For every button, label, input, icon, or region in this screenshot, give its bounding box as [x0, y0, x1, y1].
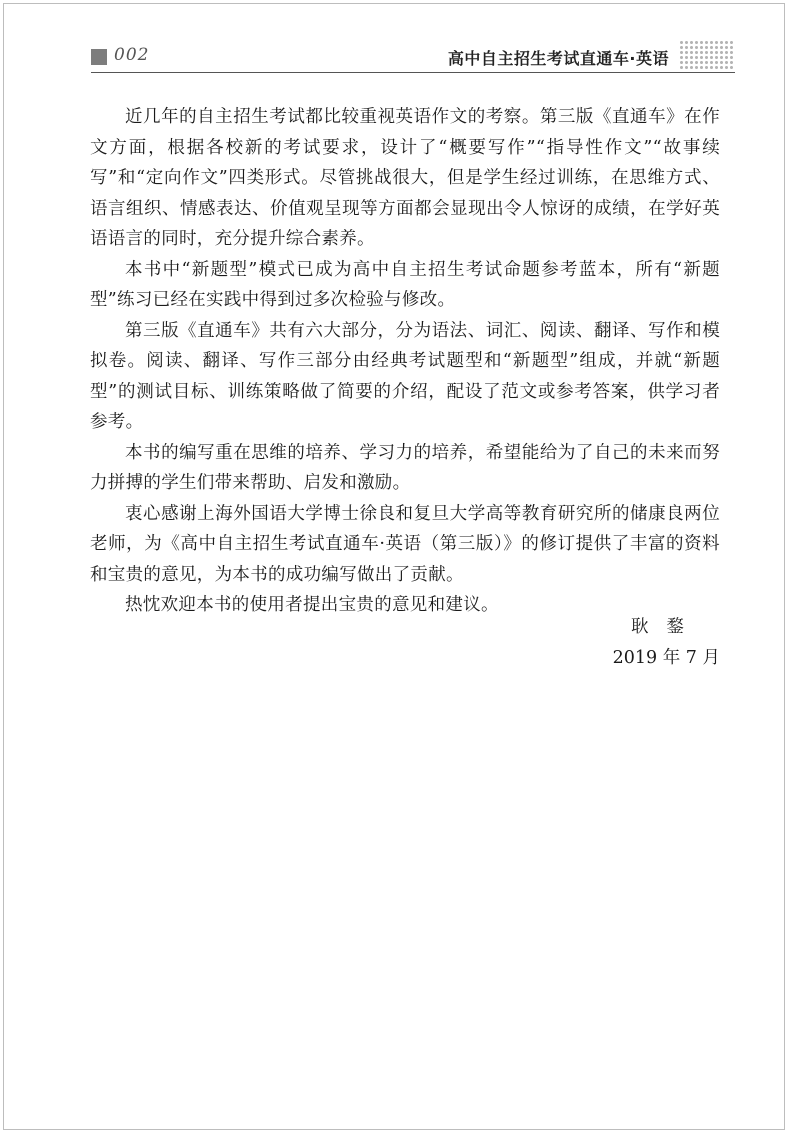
page-header [91, 40, 735, 74]
paragraph-4: 本书的编写重在思维的培养、学习力的培养，希望能给为了自己的未来而努力拼搏的学生们带来帮助、启发和激励。 [90, 442, 720, 493]
paragraph-2: 本书中“新题型”模式已成为高中自主招生考试命题参考蓝本，所有“新题型”练习已经在实践中得到过多次检验与修改。 [90, 259, 720, 310]
paragraph-1: 近几年的自主招生考试都比较重视英语作文的考察。第三版《直通车》在作文方面，根据各校新的考试要求，设计了“概要写作”“指导性作文”“故事续写”和“定向作文”四类形式。尽管挑战很大，但是学生经过训练，在思维方式、语言组织、情感表达、价值观呈现等方面都会显现出令人惊讶的成绩，在学好英语语言的同时，充分提升综合素养。 [90, 107, 720, 249]
dot-pattern-decoration [679, 40, 735, 70]
preface-body [90, 102, 720, 621]
signature-author: 耿鍪 [631, 617, 702, 637]
running-title: 高中自主招生考试直通车·英语 [447, 49, 669, 68]
paragraph-3: 第三版《直通车》共有六大部分，分为语法、词汇、阅读、翻译、写作和模拟卷。阅读、翻译、写作三部分由经典考试题型和“新题型”组成，并就“新题型”的测试目标、训练策略做了简要的介绍，配设了范文或参考答案，供学习者参考。 [90, 320, 720, 432]
page-marker-square-icon [91, 49, 107, 65]
header-rule [91, 72, 735, 73]
signature-block [613, 612, 720, 674]
page-number: 002 [114, 45, 150, 65]
signature-date: 2019 年 7 月 [612, 648, 720, 668]
paragraph-5: 衷心感谢上海外国语大学博士徐良和复旦大学高等教育研究所的储康良两位老师，为《高中自主招生考试直通车·英语（第三版）》的修订提供了丰富的资料和宝贵的意见，为本书的成功编写做出了贡献。 [90, 503, 720, 585]
paragraph-6: 热忱欢迎本书的使用者提出宝贵的意见和建议。 [125, 595, 499, 615]
